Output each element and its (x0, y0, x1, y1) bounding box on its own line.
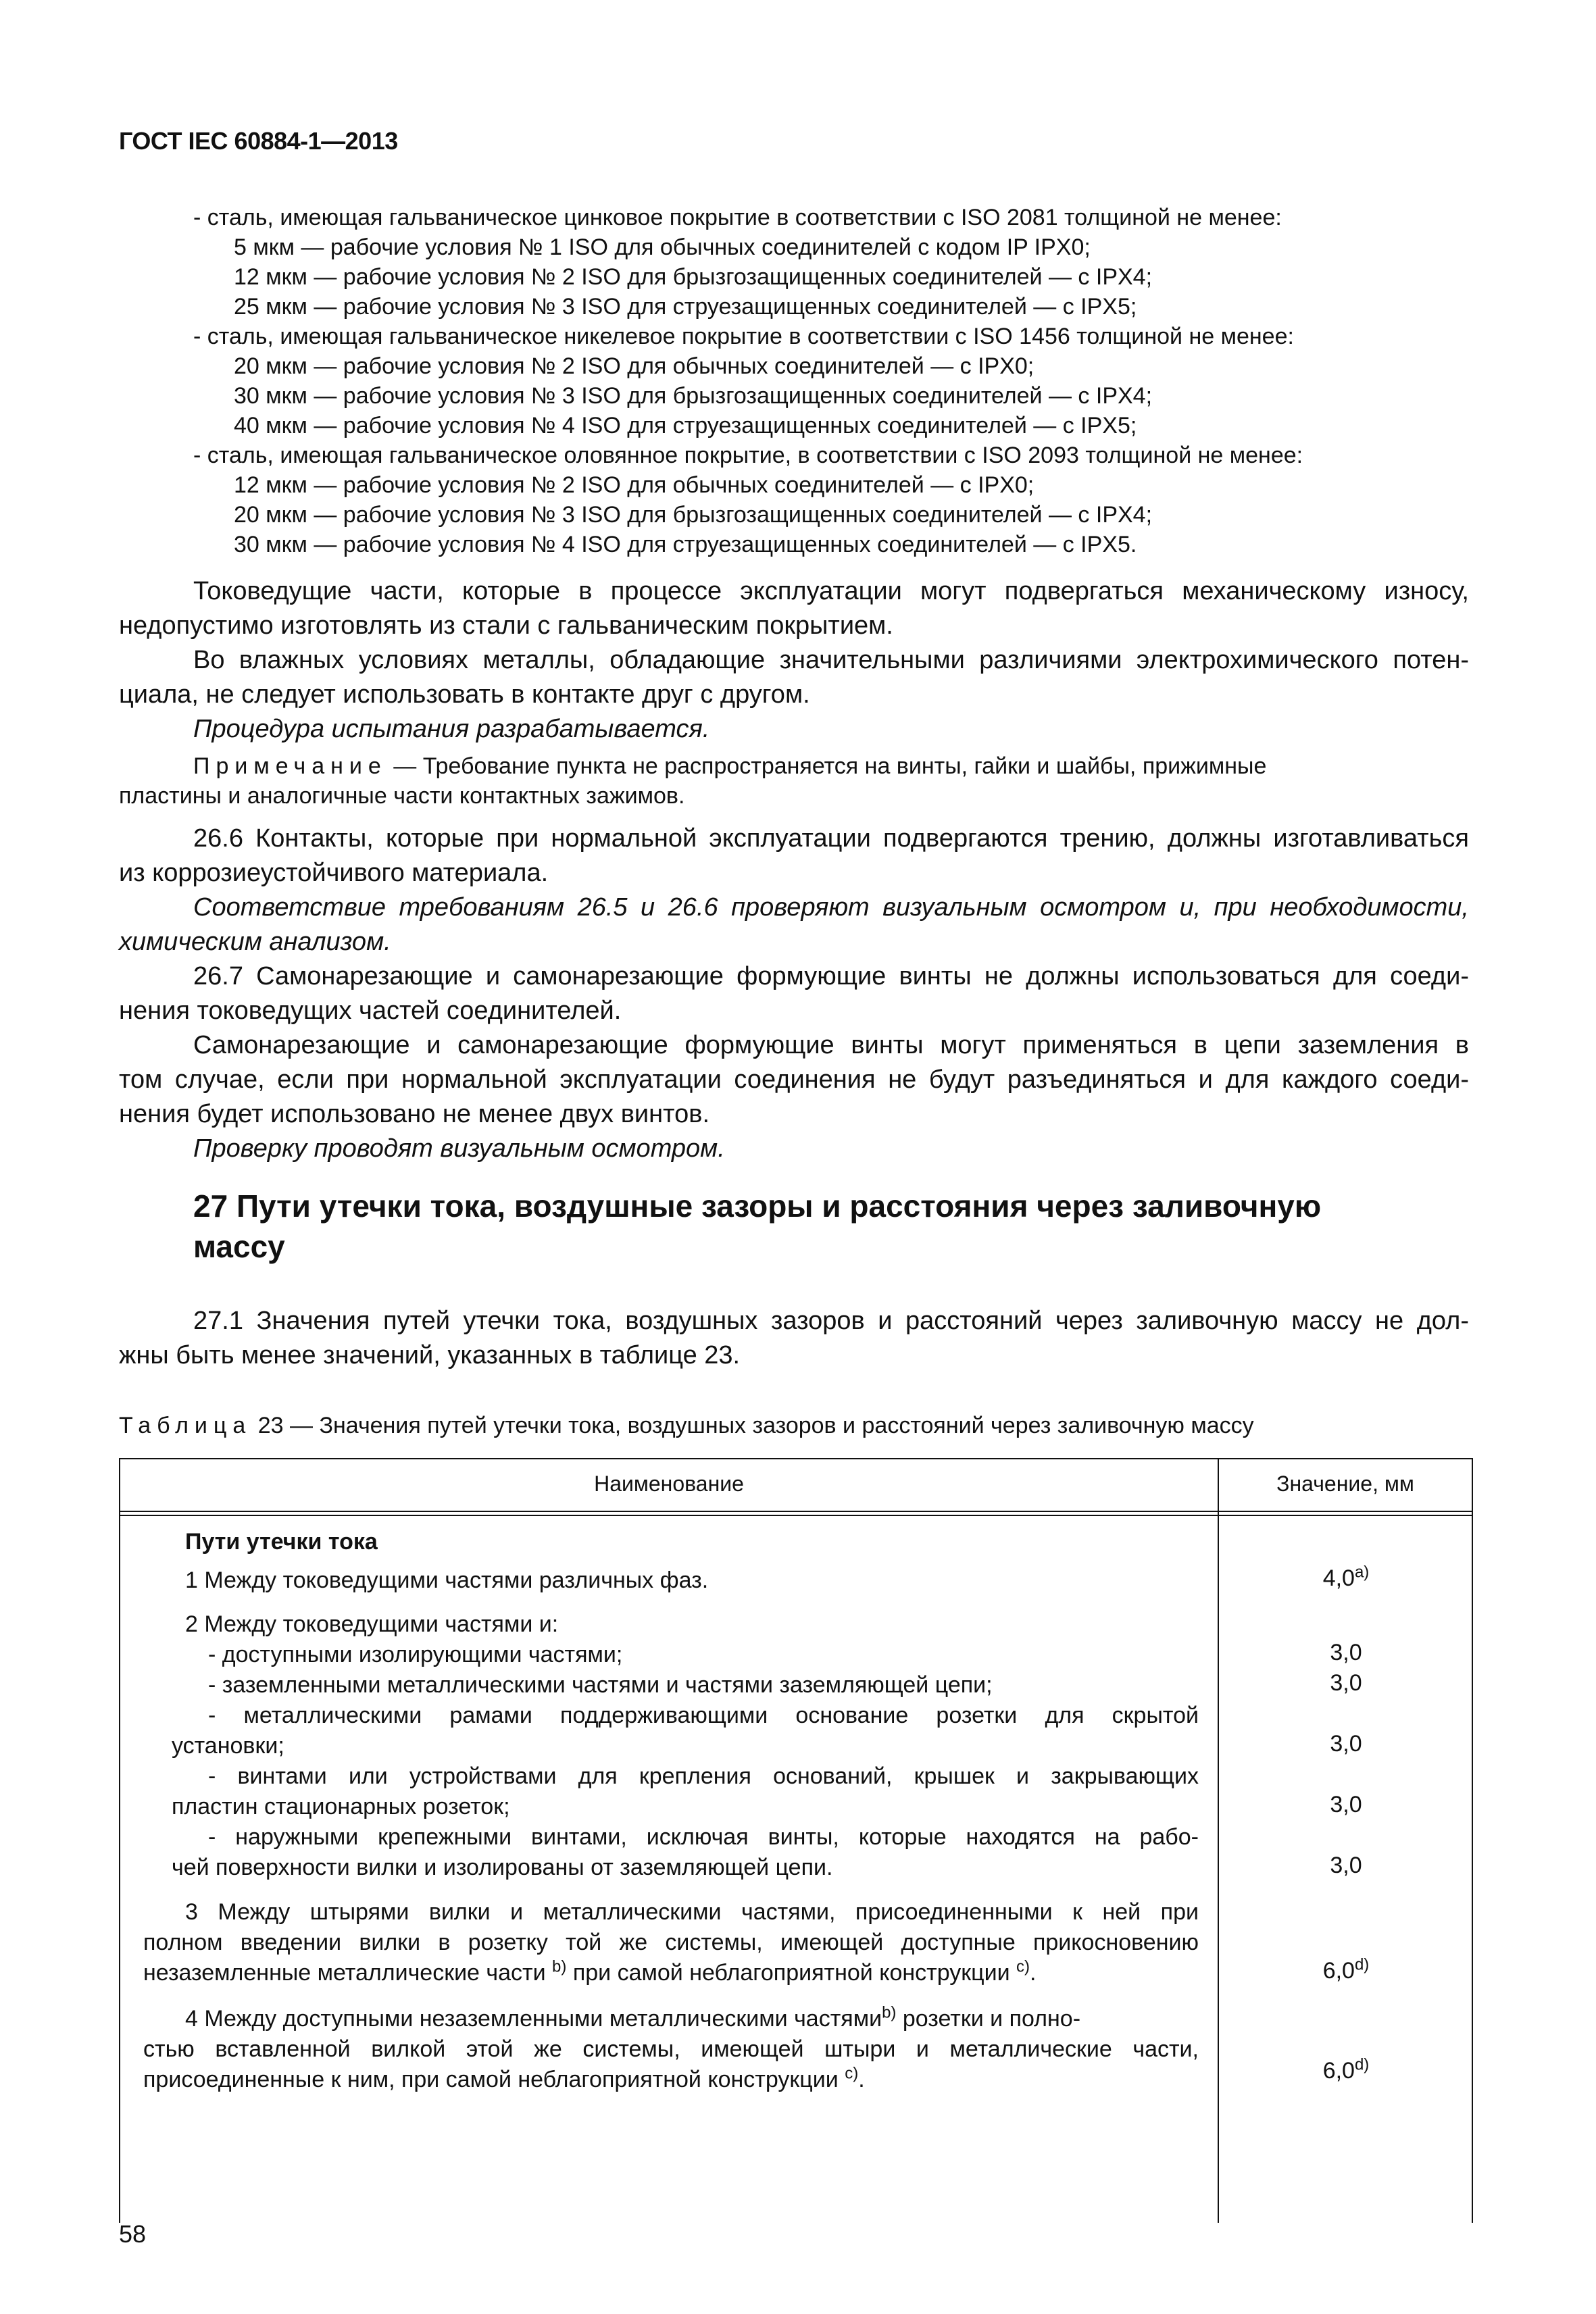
paragraph-line: нения будет использовано не менее двух винтов. (119, 1100, 709, 1128)
heading-line: 27 Пути утечки тока, воздушные зазоры и расстояния через заливочную (193, 1188, 1322, 1224)
table-value: 6,0$^{d)}$ (1322, 2055, 1370, 2084)
table-value: 3,0 (1330, 1670, 1362, 1696)
section-intro (119, 1304, 1469, 1373)
list-item: 12 мкм — рабочие условия № 2 ISO для обычных соединителей — с IPX0; (234, 472, 1034, 498)
paragraph-line: Во влажных условиях металлы, обладающие значительными различиями электрохимического потен- (193, 646, 1469, 674)
table-caption (119, 1411, 1469, 1440)
paragraph-line: 26.7 Самонарезающие и самонарезающие формующие винты не должны использоваться для соеди- (193, 962, 1469, 990)
paragraph-line: 26.6 Контакты, которые при нормальной эксплуатации подвергаются трению, должны изготавливаться (193, 824, 1469, 853)
table-value: 6,0$^{d)}$ (1322, 1955, 1370, 1984)
list-item: 40 мкм — рабочие условия № 4 ISO для струезащищенных соединителей — с IPX5; (234, 413, 1137, 438)
caption-label: Таблица (119, 1413, 252, 1438)
document-code: ГОСТ IEC 60884-1—2013 (119, 127, 398, 155)
column-header-value: Значение, мм (1276, 1472, 1414, 1496)
list-item: 30 мкм — рабочие условия № 4 ISO для струезащищенных соединителей — с IPX5. (234, 532, 1137, 557)
paragraph-line: из коррозиеустойчивого материала. (119, 859, 549, 887)
paragraphs-b (119, 822, 1469, 1166)
paragraph-line: 27.1 Значения путей утечки тока, воздушных зазоров и расстояний через заливочную массу не дол- (193, 1307, 1469, 1335)
table-row: установки; (172, 1733, 284, 1759)
table-row: 1 Между токоведущими частями различных фаз. (185, 1567, 709, 1593)
note-label: Примечание (193, 753, 387, 779)
paragraph-line: Процедура испытания разрабатывается. (193, 715, 710, 743)
table-value: 3,0 (1330, 1853, 1362, 1878)
table-row: присоединенные к ним, при самой неблагоприятной конструкции $^{c)}$. (143, 2064, 865, 2092)
table-row: 3 Между штырями вилки и металлическими частями, присоединенными к ней при (185, 1899, 1199, 1925)
paragraph-line: Токоведущие части, которые в процессе эксплуатации могут подвергаться механическому износу, (193, 577, 1469, 605)
note-line (119, 751, 1469, 781)
paragraph-line: том случае, если при нормальной эксплуатации соединения не будут разъединяться и для каждого соеди- (119, 1065, 1469, 1094)
table-value: 3,0 (1330, 1792, 1362, 1817)
paragraph-line: химическим анализом. (119, 928, 391, 956)
paragraph-line: жны быть менее значений, указанных в таблице 23. (119, 1341, 741, 1369)
paragraph-line: недопустимо изготовлять из стали с гальваническим покрытием. (119, 611, 893, 640)
paragraph-line: циала, не следует использовать в контакте друг с другом. (119, 680, 810, 709)
table-23 (119, 1458, 1473, 2223)
table-row: - доступными изолирующими частями; (208, 1642, 623, 1667)
note-line: пластины и аналогичные части контактных зажимов. (119, 783, 685, 809)
table-row: чей поверхности вилки и изолированы от заземляющей цепи. (172, 1855, 833, 1880)
section-heading (193, 1186, 1464, 1267)
heading-line: массу (193, 1229, 285, 1264)
column-header-name: Наименование (594, 1472, 744, 1496)
note-text: — Требование пункта не распространяется на винты, гайки и шайбы, прижимные (393, 753, 1267, 779)
table-row: 4 Между доступными незаземленными металлическими частями$^{b)}$ розетки и полно- (185, 2003, 1081, 2032)
paragraph-line: нения токоведущих частей соединителей. (119, 997, 622, 1025)
group-title: Пути утечки тока (185, 1529, 378, 1555)
table-row: - наружными крепежными винтами, исключая винты, которые находятся на рабо- (208, 1824, 1199, 1850)
note (119, 751, 1469, 811)
list-item: - сталь, имеющая гальваническое никелевое покрытие в соответствии с ISO 1456 толщиной не менее: (193, 324, 1294, 349)
table-value: 3,0 (1330, 1731, 1362, 1757)
list-item: 5 мкм — рабочие условия № 1 ISO для обычных соединителей с кодом IP IPX0; (234, 234, 1091, 260)
list-item: 25 мкм — рабочие условия № 3 ISO для струезащищенных соединителей — с IPX5; (234, 294, 1137, 320)
paragraph-line: Самонарезающие и самонарезающие формующие винты могут применяться в цепи заземления в (193, 1031, 1469, 1059)
table-row: стью вставленной вилкой этой же системы, имеющей штыри и металлические части, (143, 2036, 1199, 2062)
list-item: 20 мкм — рабочие условия № 3 ISO для брызгозащищенных соединителей — с IPX4; (234, 502, 1153, 528)
page-number: 58 (119, 2220, 147, 2248)
list-item: 20 мкм — рабочие условия № 2 ISO для обычных соединителей — с IPX0; (234, 353, 1034, 379)
table-row: полном введении вилки в розетку той же системы, имеющей доступные прикосновению (143, 1930, 1199, 1955)
caption-text: 23 — Значения путей утечки тока, воздушных зазоров и расстояний через заливочную массу (257, 1413, 1254, 1438)
paragraph-line: Соответствие требованиям 26.5 и 26.6 проверяют визуальным осмотром и, при необходимости, (193, 893, 1469, 922)
table-row: - заземленными металлическими частями и частями заземляющей цепи; (208, 1672, 993, 1698)
table-row: пластин стационарных розеток; (172, 1794, 510, 1819)
table-row: 2 Между токоведущими частями и: (185, 1611, 559, 1637)
table-value: 3,0 (1330, 1640, 1362, 1665)
table-row: - винтами или устройствами для крепления оснований, крышек и закрывающих (208, 1763, 1199, 1789)
paragraphs-a (119, 574, 1469, 747)
paragraph-line: Проверку проводят визуальным осмотром. (193, 1134, 725, 1163)
table-value: 4,0$^{a)}$ (1322, 1563, 1370, 1591)
header-divider (120, 1511, 1472, 1516)
table-row: незаземленные металлические части $^{b)}$ при самой неблагоприятной конструкции $^{c)}$. (143, 1957, 1037, 1986)
list-item: - сталь, имеющая гальваническое цинковое покрытие в соответствии с ISO 2081 толщиной не менее: (193, 205, 1282, 230)
coating-list (119, 203, 1469, 559)
list-item: - сталь, имеющая гальваническое оловянное покрытие, в соответствии с ISO 2093 толщиной не менее: (193, 443, 1303, 468)
list-item: 30 мкм — рабочие условия № 3 ISO для брызгозащищенных соединителей — с IPX4; (234, 383, 1153, 409)
list-item: 12 мкм — рабочие условия № 2 ISO для брызгозащищенных соединителей — с IPX4; (234, 264, 1153, 290)
table-row: - металлическими рамами поддерживающими основание розетки для скрытой (208, 1703, 1199, 1728)
